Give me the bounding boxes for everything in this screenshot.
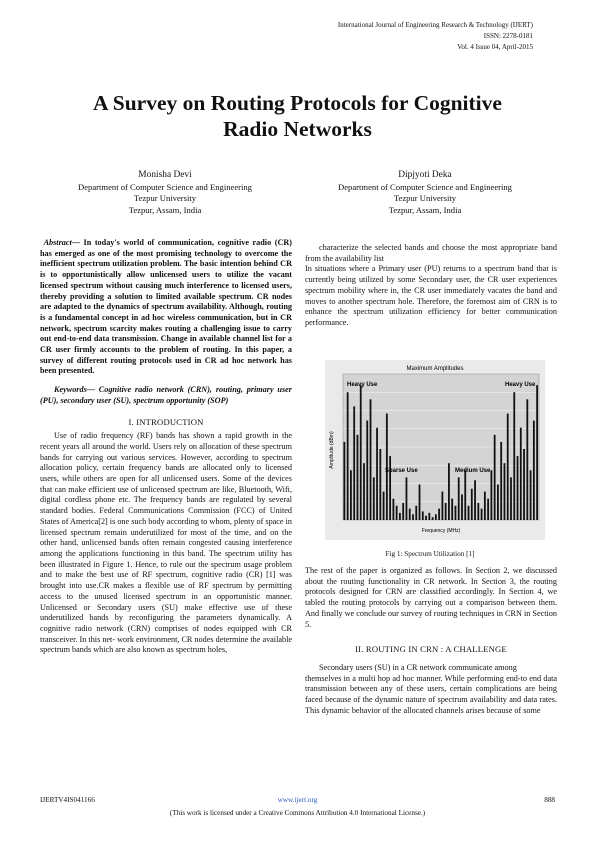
title-line-2: Radio Networks <box>223 117 372 141</box>
section-2-text-1: Secondary users (SU) in a CR network communicate among <box>319 662 517 672</box>
spectrum-bar <box>357 435 359 520</box>
annotation-medium-use: Medium Use <box>455 468 491 474</box>
journal-volume: Vol. 4 Issue 04, April-2015 <box>457 43 533 51</box>
spectrum-bar <box>448 463 450 520</box>
spectrum-bar <box>366 421 368 520</box>
annotation-heavy-use-left: Heavy Use <box>347 382 378 388</box>
right-column-bottom <box>305 566 557 716</box>
section-1-title: I. INTRODUCTION <box>128 416 204 427</box>
author-univ: Tezpur University <box>133 193 197 203</box>
author-block-2 <box>295 170 555 216</box>
abstract-text: — In today's world of communication, cognitive radio (CR) has emerged as one of the most promising technology to overcome the inefficient spectrum utilization problem. The basic intention behind CR is to opportunistically allow unlicensed users to utilize the vacant licensed spectrum without causing much interference to licensed users, thereby providing a solution to limited available spectrum. CR nodes are adapted to the dynamics of spectrum availability. Although, routing is a fundamental concept in ad hoc wireless communication, but in CR network, spectrum scarcity makes routing a challenging issue to carry out end-to-end data transmission. Change in available channel list for a CR user firmly accounts to the problem of routing. In this paper, a survey of different routing protocols used in CR ad hoc network has been presented. <box>40 238 292 376</box>
spectrum-bar <box>494 435 496 520</box>
spectrum-bar <box>458 477 460 520</box>
keywords: Keywords— Cognitive radio network (CRN), routing, primary user (PU), secondary user (SU), spectrum opportunity (SOP) <box>40 385 292 405</box>
abstract <box>40 238 292 377</box>
author-dept: Department of Computer Science and Engineering <box>78 181 252 192</box>
left-column <box>40 238 292 656</box>
spectrum-bar <box>392 499 394 520</box>
figure-caption: Fig 1: Spectrum Utilization [1] <box>385 550 475 558</box>
paper-title <box>40 90 555 142</box>
right-paragraph-3: The rest of the paper is organized as follows. In Section 2, we discussed about the routing functionality in CR network. In Section 3, the routing protocols designed for CRN are classified accordingly. In Section 4, we tabled the routing protocols by carrying out a comparison between them. And finally we conclude our survey of routing techniques in CRN in Section 5. <box>305 566 557 629</box>
journal-name: International Journal of Engineering Research & Technology (IJERT) <box>337 21 533 29</box>
spectrum-bar <box>530 470 532 520</box>
spectrum-bar <box>386 414 388 521</box>
spectrum-bar <box>373 477 375 520</box>
spectrum-bar <box>419 485 421 521</box>
spectrum-bar <box>471 489 473 520</box>
spectrum-bar <box>435 514 437 520</box>
spectrum-bar <box>425 516 427 520</box>
author-name: Dipjyoti Deka <box>398 170 452 180</box>
spectrum-bar <box>432 517 434 520</box>
annotation-sparse-use: Sparse Use <box>385 468 418 474</box>
author-univ: Tezpur University <box>393 193 457 203</box>
spectrum-bar <box>523 449 525 520</box>
spectrum-bar <box>451 499 453 520</box>
x-axis-label: Frequency (MHz) <box>421 528 461 534</box>
spectrum-bar <box>389 456 391 520</box>
spectrum-bar <box>510 477 512 520</box>
spectrum-bar <box>370 399 372 520</box>
journal-header <box>338 20 533 53</box>
spectrum-bar <box>347 392 349 520</box>
spectrum-bar <box>383 492 385 520</box>
spectrum-bar <box>402 503 404 520</box>
spectrum-bar <box>396 506 398 520</box>
section-1-text: Use of radio frequency (RF) bands has shown a rapid growth in the recent years all around the world. Users rely on allocation of these spectrum bands for carrying out various services. However, according to spectrum allocation policy, certain frequency bands are allocated only to licensed users, while others are open for all unlicensed users. Some of the devices that can make efficient use of unlicensed spectrum are like, Bluetooth, Wifi, digital cordless phone etc. The frequency bands are regulated by several standard bodies. Federal Communications Commission (FCC) of United States of America[2] is one such body according to whom, plenty of space in licensed spectrum remain underutilized for most of the time, and on the other hand, unlicensed bands often remain congested causing interference among the applications functioning in this band. The spectrum utility has been illustrated in Figure 1. Hence, to rule out the spectrum usage problem and to make the best use of RF spectrum, cognitive radio (CR) [1] was brought into use.CR makes a flexible use of RF spectrum by permitting access to the unused licensed spectrum in an opportunistic manner. Unlicensed or Secondary users (SU) make effective use of these underutilized bands by reconfiguring the parameters dynamically. A cognitive radio network (CRN) comprises of nodes equipped with CR transceiver. In this net- work environment, CR nodes determine the available spectrum bands which are also known as spectrum holes, <box>40 431 292 655</box>
spectrum-bar <box>513 392 515 520</box>
spectrum-bar <box>477 503 479 520</box>
spectrum-bar <box>504 463 506 520</box>
spectrum-bar <box>487 499 489 520</box>
spectrum-bar <box>490 470 492 520</box>
spectrum-bar <box>379 449 381 520</box>
spectrum-bar <box>343 442 345 520</box>
spectrum-bar <box>517 456 519 520</box>
footer-page-number: 888 <box>544 796 555 804</box>
spectrum-bar <box>438 509 440 520</box>
author-block-1 <box>35 170 295 216</box>
spectrum-bar <box>428 513 430 520</box>
spectrum-bar <box>406 477 408 520</box>
spectrum-bar <box>376 428 378 520</box>
author-name: Monisha Devi <box>138 170 192 180</box>
section-2-title: II. ROUTING IN CRN : A CHALLENGE <box>355 644 507 655</box>
spectrum-bar <box>484 492 486 520</box>
author-location: Tezpur, Assam, India <box>388 204 462 215</box>
spectrum-bar <box>481 509 483 520</box>
spectrum-bar <box>526 399 528 520</box>
spectrum-bar <box>409 509 411 520</box>
title-line-1: A Survey on Routing Protocols for Cognitive <box>93 91 502 115</box>
chart-title: Maximum Amplitudes <box>406 366 464 372</box>
spectrum-bar <box>533 421 535 520</box>
spectrum-bar <box>474 480 476 520</box>
footer-website-link[interactable]: www.ijert.org <box>277 796 318 804</box>
author-dept: Department of Computer Science and Engineering <box>338 181 512 192</box>
spectrum-bar <box>497 485 499 521</box>
footer-license: (This work is licensed under a Creative Commons Attribution 4.0 International License.) <box>169 809 426 817</box>
right-paragraph-1: characterize the selected bands and choose the most appropriate band from the availability list <box>305 243 557 263</box>
right-paragraph-2: In situations where a Primary user (PU) returns to a spectrum band that is currently being utilized by some Secondary user, the CR user experiences spectrum mobility where in, the CR user immediately vacates the band and moves to another spectrum hole. Therefore, the foremost aim of CRN is to enhance the spectrum utilization efficiency for better communication performance. <box>305 264 557 327</box>
journal-issn: ISSN: 2278-0181 <box>483 32 533 40</box>
spectrum-bar <box>360 385 362 520</box>
spectrum-bar <box>353 406 355 520</box>
spectrum-bar <box>520 428 522 520</box>
abstract-label: Abstract <box>43 238 72 247</box>
spectrum-bar <box>441 492 443 520</box>
spectrum-bar <box>415 506 417 520</box>
spectrum-bar <box>455 506 457 520</box>
spectrum-bar <box>422 511 424 520</box>
author-location: Tezpur, Assam, India <box>128 204 202 215</box>
annotation-heavy-use-right: Heavy Use <box>505 382 536 388</box>
spectrum-bar <box>464 470 466 520</box>
spectrum-bar <box>412 514 414 520</box>
spectrum-bar <box>500 442 502 520</box>
right-column-top <box>305 243 557 329</box>
spectrum-bar <box>461 494 463 520</box>
spectrum-bar <box>536 385 538 520</box>
spectrum-bar <box>445 503 447 520</box>
section-2-text-2: themselves in a multi hop ad hoc manner. While performing end-to end data transmission between any of these users, certain complications are being faced because of the dynamic nature of spectrum availability and data rates. This dynamic behavior of the allocated channels arises because of some <box>305 673 557 715</box>
spectrum-bar <box>350 470 352 520</box>
spectrum-bar <box>399 513 401 520</box>
spectrum-bar <box>468 506 470 520</box>
spectrum-utilization-chart <box>325 360 545 540</box>
spectrum-bar <box>507 414 509 521</box>
y-axis-label: Amplitude (dBm) <box>329 431 335 469</box>
footer-paper-id: IJERTV4IS041166 <box>40 796 95 804</box>
spectrum-bar <box>363 463 365 520</box>
